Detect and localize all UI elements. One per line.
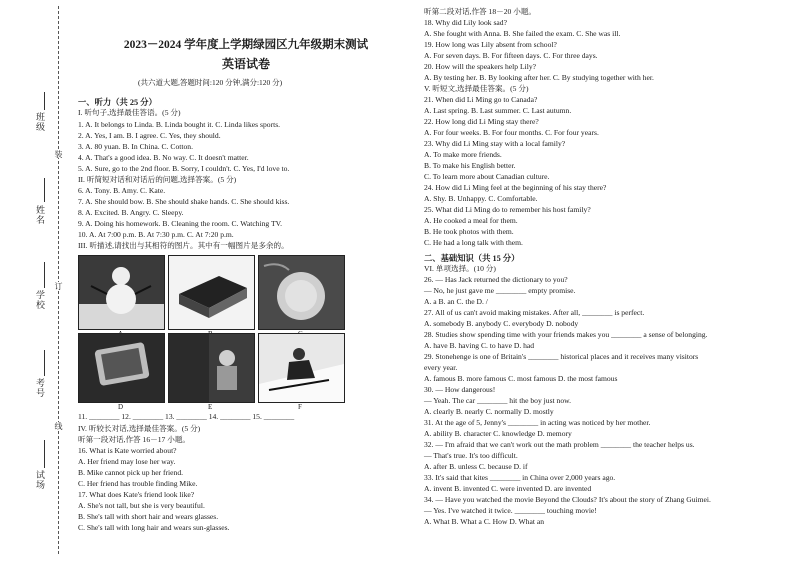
picture-f (258, 333, 345, 403)
question-line: 5. A. Sure, go to the 2nd floor. B. Sorry, I couldn't. C. Yes, I'd love to. (78, 164, 290, 173)
option-line: A. invent B. invented C. were invented D. are invented (424, 484, 592, 493)
class-line (44, 92, 45, 110)
seal-char: 线 (54, 422, 63, 430)
question-line: 34. — Have you watched the movie Beyond the Clouds? It's about the story of Zhang Guimei. (424, 495, 711, 504)
cut-line (58, 6, 59, 554)
question-line: 29. Stonehenge is one of Britain's ________ historical places and it receives many visitors (424, 352, 699, 361)
exam-info: (共六道大题,答题时间:120 分钟,满分:120 分) (138, 78, 283, 87)
part-heading: V. 听短文,选择最佳答案。(5 分) (424, 84, 529, 93)
room-label: 试场 (35, 470, 45, 490)
option-line: A. clearly B. nearly C. normally D. mostly (424, 407, 554, 416)
option-line: A. have B. having C. to have D. had (424, 341, 535, 350)
question-line: 23. Why did Li Ming stay with a local family? (424, 139, 566, 148)
question-line: 10. A. At 7:00 p.m. B. At 7:30 p.m. C. At 7:20 p.m. (78, 230, 234, 239)
question-line: — That's true. It's too difficult. (424, 451, 518, 460)
option-line: A. Her friend may lose her way. (78, 457, 176, 466)
instruction-line: 听第二段对话,作答 18－20 小题。 (424, 7, 537, 16)
option-line: A. a B. an C. the D. / (424, 297, 488, 306)
option-line: A. She fought with Anna. B. She failed the exam. C. She was ill. (424, 29, 621, 38)
question-line: 4. A. That's a good idea. B. No way. C. It doesn't matter. (78, 153, 249, 162)
binding-strip (0, 0, 62, 561)
question-line: 26. — Has Jack returned the dictionary to you? (424, 275, 568, 284)
room-line (44, 440, 45, 468)
option-line: C. He had a long talk with them. (424, 238, 523, 247)
question-line: 8. A. Excited. B. Angry. C. Sleepy. (78, 208, 184, 217)
question-line: 31. At the age of 5, Jenny's ________ in acting was noticed by her mother. (424, 418, 651, 427)
question-line: 30. — How dangerous! (424, 385, 496, 394)
question-line: — Yeah. The car ________ hit the boy just now. (424, 396, 572, 405)
option-line: A. She's not tall, but she is very beautiful. (78, 501, 205, 510)
class-label: 班级 (35, 112, 45, 132)
option-line: A. famous B. more famous C. most famous D. the most famous (424, 374, 618, 383)
picture-label: D (118, 403, 124, 411)
picture-d (78, 333, 165, 403)
answer-blanks: 11. ________ 12. ________ 13. ________ 14. ________ 15. ________ (78, 412, 295, 421)
question-line: 16. What is Kate worried about? (78, 446, 177, 455)
seal-char: 装 (54, 150, 63, 158)
question-line: 3. A. 80 yuan. B. In China. C. Cotton. (78, 142, 193, 151)
option-line: A. To make more friends. (424, 150, 502, 159)
question-line: 19. How long was Lily absent from school? (424, 40, 557, 49)
school-label: 学校 (35, 290, 45, 310)
question-line: 7. A. She should bow. B. She should shake hands. C. She should kiss. (78, 197, 290, 206)
question-line: 20. How will the speakers help Lily? (424, 62, 536, 71)
option-line: A. after B. unless C. because D. if (424, 462, 528, 471)
option-line: A. He cooked a meal for them. (424, 216, 518, 225)
section-heading: 一、听力（共 25 分） (78, 98, 157, 107)
option-line: A. By testing her. B. By looking after her. C. By studying together with her. (424, 73, 654, 82)
option-line: B. He took photos with them. (424, 227, 514, 236)
section-heading: 二、基础知识（共 15 分） (424, 254, 520, 263)
question-line: 24. How did Li Ming feel at the beginning of his stay there? (424, 183, 607, 192)
question-line: 25. What did Li Ming do to remember his host family? (424, 205, 591, 214)
picture-c (258, 255, 345, 330)
question-line: 21. When did Li Ming go to Canada? (424, 95, 538, 104)
picture-b (168, 255, 255, 330)
option-line: A. What B. What a C. How D. What an (424, 517, 545, 526)
part-heading: II. 听简短对话和对话后的问题,选择答案。(5 分) (78, 175, 237, 184)
exam-no-line (44, 350, 45, 376)
part-heading: VI. 单项选择。(10 分) (424, 264, 496, 273)
question-line: 32. — I'm afraid that we can't work out the math problem ________ the teacher helps us. (424, 440, 695, 449)
question-line: 1. A. It belongs to Linda. B. Linda bought it. C. Linda likes sports. (78, 120, 281, 129)
option-line: C. To learn more about Canadian culture. (424, 172, 550, 181)
option-line: A. Last spring. B. Last summer. C. Last autumn. (424, 106, 572, 115)
question-line: 17. What does Kate's friend look like? (78, 490, 195, 499)
part-heading: IV. 听较长对话,选择最佳答案。(5 分) (78, 424, 201, 433)
question-line: every year. (424, 363, 458, 372)
question-line: 9. A. Doing his homework. B. Cleaning the room. C. Watching TV. (78, 219, 282, 228)
option-line: B. She's tall with short hair and wears glasses. (78, 512, 219, 521)
part-heading: I. 听句子,选择最佳答语。(5 分) (78, 108, 181, 117)
option-line: A. For seven days. B. For fifteen days. C. For three days. (424, 51, 598, 60)
option-line: A. For four weeks. B. For four months. C. For four years. (424, 128, 599, 137)
exam-no-label: 考号 (35, 378, 45, 398)
exam-subject: 英语试卷 (221, 57, 270, 71)
picture-label: E (208, 403, 213, 411)
part-heading: III. 听描述,请找出与其相符的图片。其中有一幅图片是多余的。 (78, 241, 289, 250)
name-line (44, 178, 45, 202)
question-line: 6. A. Tony. B. Amy. C. Kate. (78, 186, 166, 195)
question-line: 33. It's said that kites ________ in China over 2,000 years ago. (424, 473, 616, 482)
picture-e (168, 333, 255, 403)
option-line: B. To make his English better. (424, 161, 516, 170)
question-line: — Yes. I've watched it twice. ________ touching movie! (424, 506, 597, 515)
school-line (44, 262, 45, 288)
option-line: C. Her friend has trouble finding Mike. (78, 479, 198, 488)
instruction-line: 听第一段对话,作答 16－17 小题。 (78, 435, 191, 444)
question-line: 2. A. Yes, I am. B. I agree. C. Yes, they should. (78, 131, 221, 140)
seal-char: 订 (54, 282, 63, 290)
option-line: A. ability B. character C. knowledge D. memory (424, 429, 572, 438)
option-line: C. She's tall with long hair and wears sun-glasses. (78, 523, 230, 532)
picture-label: F (298, 403, 302, 411)
question-line: — No, he just gave me ________ empty promise. (424, 286, 576, 295)
option-line: A. Shy. B. Unhappy. C. Comfortable. (424, 194, 538, 203)
question-line: 28. Studies show spending time with your friends makes you ________ a sense of belonging. (424, 330, 708, 339)
picture-a (78, 255, 165, 330)
option-line: A. somebody B. anybody C. everybody D. nobody (424, 319, 579, 328)
exam-title: 2023－2024 学年度上学期绿园区九年级期末测试 (123, 39, 369, 51)
name-label: 姓名 (35, 205, 45, 225)
question-line: 22. How long did Li Ming stay there? (424, 117, 539, 126)
question-line: 27. All of us can't avoid making mistakes. After all, ________ is perfect. (424, 308, 645, 317)
option-line: B. Mike cannot pick up her friend. (78, 468, 184, 477)
question-line: 18. Why did Lily look sad? (424, 18, 507, 27)
